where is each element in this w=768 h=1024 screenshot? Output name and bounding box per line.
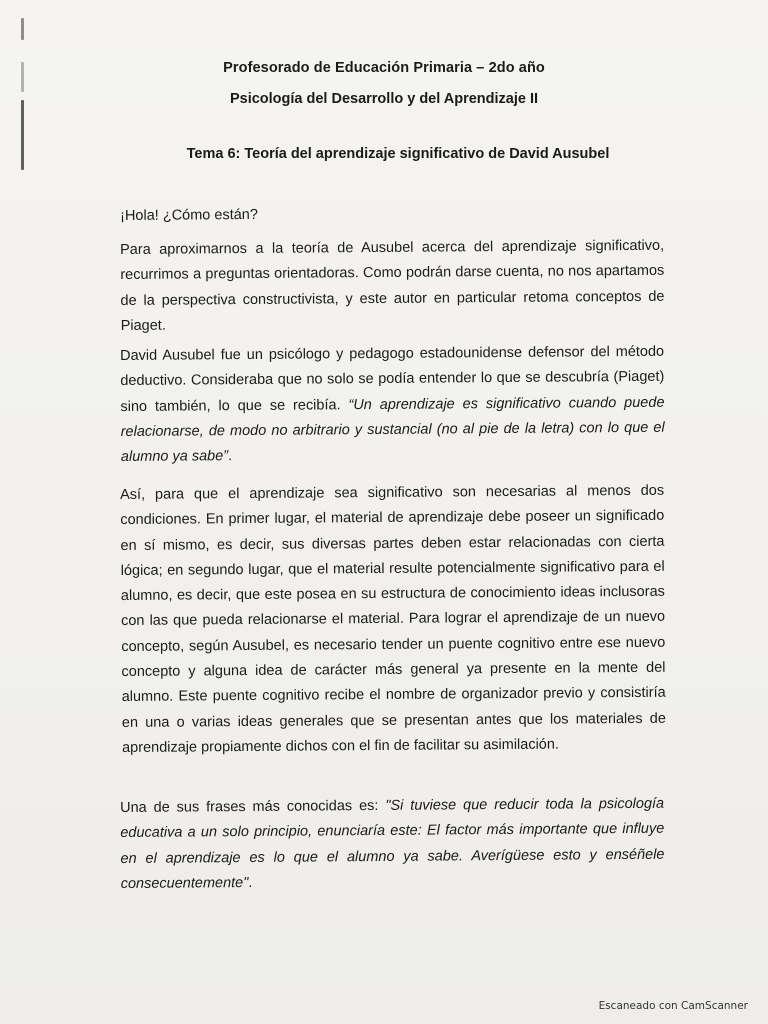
paragraph-text: . xyxy=(228,448,233,465)
paragraph-text: David Ausubel fue un psicólogo y pedagogo estadounidense defensor del método deductivo. Consideraba que no solo se podía entender lo que se descubría (Piaget) sino también, lo que se recibía. xyxy=(120,343,665,415)
paragraph-famous-quote xyxy=(120,792,665,897)
topic-title: Tema 6: Teoría del aprendizaje significativo de David Ausubel xyxy=(186,146,610,162)
paragraph-ausubel xyxy=(120,340,665,471)
paragraph-intro: Para aproximarnos a la teoría de Ausubel acerca del aprendizaje significativo, recurrimos a preguntas orientadoras. Como podrán darse cuenta, no nos apartamos de la perspectiva constructivista, y este autor en particular retoma conceptos de Piaget. xyxy=(120,237,665,334)
paragraph-text: Una de sus frases más conocidas es: xyxy=(120,797,386,816)
scanner-watermark: Escaneado con CamScanner xyxy=(598,1000,748,1012)
quote-text: “Un aprendizaje es significativo cuando puede relacionarse, de modo no arbitrario y sustancial (no al pie de la letra) con lo que el alumno ya sabe” xyxy=(120,394,665,466)
greeting: ¡Hola! ¿Cómo están? xyxy=(120,206,258,224)
subject-title: Psicología del Desarrollo y del Aprendizaje II xyxy=(229,91,539,107)
scan-edge-mark xyxy=(21,18,24,40)
course-title: Profesorado de Educación Primaria – 2do año xyxy=(223,60,545,76)
paragraph-conditions: Así, para que el aprendizaje sea significativo son necesarias al menos dos condiciones. En primer lugar, el material de aprendizaje debe poseer un significado en sí mismo, es decir, sus diversas partes deben estar relacionadas con cierta lógica; en segundo lugar, que el material resulte potencialmente significativo para el alumno, es decir, que este posea en su estructura de conocimiento ideas inclusoras con las que pueda relacionarse el material. Para lograr el aprendizaje de un nuevo concepto, según Ausubel, es necesario tender un puente cognitivo entre ese nuevo concepto y alguna idea de carácter más general ya presente en la mente del alumno. Este puente cognitivo recibe el nombre de organizador previo y consistiría en una o varias ideas generales que se presentan antes que los materiales de aprendizaje propiamente dichos con el fin de facilitar su asimilación. xyxy=(120,482,666,756)
paragraph-text: . xyxy=(248,874,253,891)
quote-text: "Si tuviese que reducir toda la psicología educativa a un solo principio, enunciaría este: El factor más importante que influye en el aprendizaje es lo que el alumno ya sabe. Averígüese esto y enséñele consecuentemente" xyxy=(120,795,665,892)
